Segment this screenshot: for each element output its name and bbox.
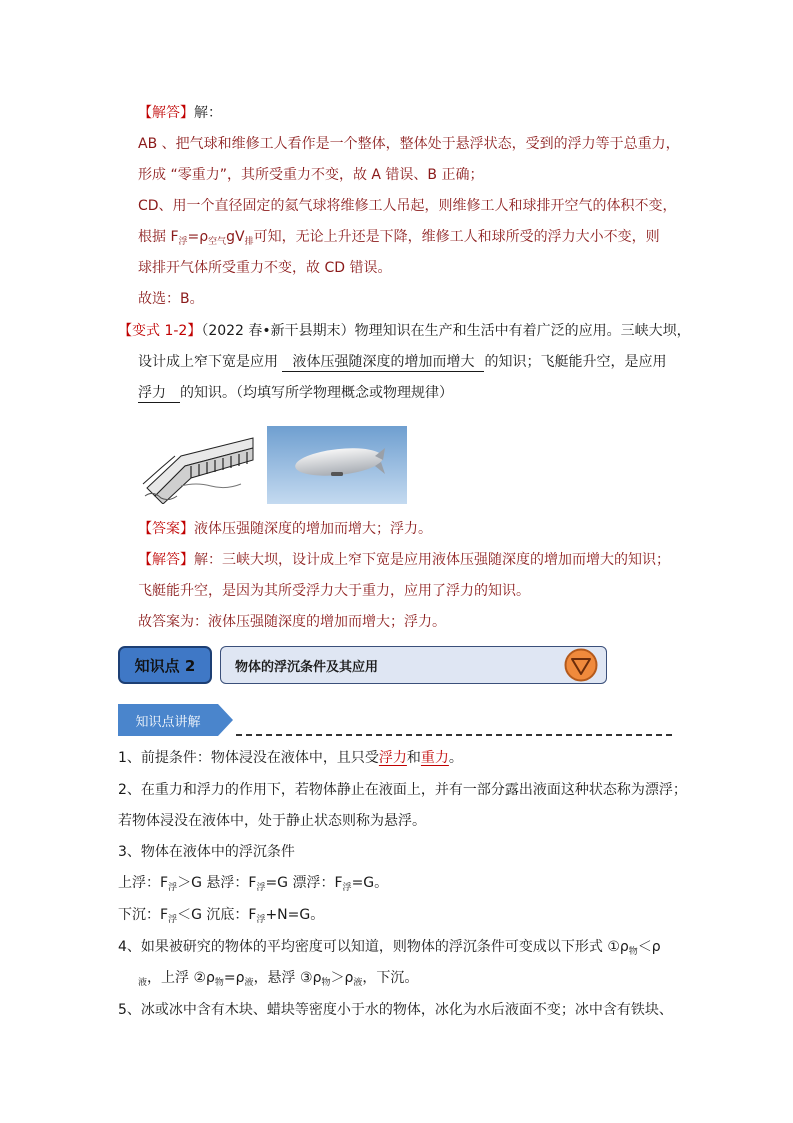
answer-line: [138, 519, 432, 539]
section-label-text: 知识点讲解: [135, 714, 201, 730]
subscript: 空气: [208, 237, 227, 247]
solution-ab-line2: 形成 “零重力”，其所受重力不变，故 A 错误、B 正确；: [138, 167, 484, 183]
text-run: 4、如果被研究的物体的平均密度可以知道，则物体的浮沉条件可变成以下形式 ①ρ: [118, 939, 629, 955]
point-5: 5、冰或冰中含有木块、蜡块等密度小于水的物体，冰化为水后液面不变；冰中含有铁块、: [118, 1002, 673, 1018]
dam-illustration: [141, 426, 259, 504]
answer-text: 液体压强随深度的增加而增大；浮力。: [194, 521, 432, 537]
text-run: 。: [448, 750, 463, 766]
text-run: =ρ: [223, 970, 245, 986]
variant-text: 设计成上窄下宽是应用: [138, 354, 278, 370]
point-2-line2: 若物体浸没在液体中，处于静止状态则称为悬浮。: [118, 813, 426, 829]
text-run: ，悬浮 ③ρ: [253, 970, 322, 986]
text-run: ＞ρ: [330, 970, 354, 986]
chevron-down-icon: [564, 648, 598, 682]
term-gravity: 重力: [420, 750, 449, 766]
answer-blank-1: 液体压强随深度的增加而增大: [282, 353, 484, 372]
solution2-text: 解：三峡大坝，设计成上窄下宽是应用液体压强随深度的增加而增大的知识；: [194, 552, 670, 568]
variant-text: 的知识；飞艇能升空，是应用: [484, 354, 667, 370]
text-run: ＜ρ: [637, 939, 661, 955]
variant-tag: 【变式 1-2】: [118, 323, 202, 339]
airship-photo: [267, 426, 407, 504]
solution2-tag: 【解答】: [138, 552, 194, 568]
text-run: ＜G 沉底：F: [177, 907, 257, 923]
subscript: 浮: [168, 883, 178, 893]
text-run: 下沉：F: [118, 907, 169, 923]
subscript: 浮: [256, 915, 266, 925]
answer-blank-2: 浮力: [138, 384, 180, 403]
subscript: 液: [353, 978, 363, 988]
point-3: 3、物体在液体中的浮沉条件: [118, 844, 295, 860]
subscript: 浮: [168, 915, 178, 925]
section-divider: [236, 734, 672, 736]
text-run: ，下沉。: [362, 970, 419, 986]
solution2-line1: [138, 550, 670, 570]
subscript: 浮: [342, 883, 352, 893]
subscript: 液: [138, 978, 148, 988]
text-run: 可知，无论上升还是下降，维修工人和球所受的浮力大小不变，则: [253, 229, 660, 245]
text-run: 上浮：F: [118, 875, 169, 891]
text-run: 1、前提条件：物体浸没在液体中，且只受: [118, 750, 379, 766]
subscript: 物: [321, 978, 331, 988]
variant-line3: [138, 383, 453, 403]
variant-text: 的知识。（均填写所学物理概念或物理规律）: [180, 385, 453, 401]
solution-cd-line3: 球排开气体所受重力不变，故 CD 错误。: [138, 260, 392, 276]
point-4-line1: [118, 937, 661, 962]
subscript: 浮: [178, 237, 188, 247]
point-1: [118, 748, 463, 768]
solution-ab-line1: AB 、把气球和维修工人看作是一个整体，整体处于悬浮状态，受到的浮力等于总重力，: [138, 136, 680, 152]
text-run: =G 漂浮：F: [265, 875, 343, 891]
variant-line2: [138, 352, 666, 372]
text-run: =G。: [351, 875, 389, 891]
subscript: 物: [628, 947, 638, 957]
knowledge-point-title: [220, 646, 607, 684]
term-buoyancy: 浮力: [378, 750, 407, 766]
solution-header: [138, 103, 222, 123]
solution2-line3: 故答案为：液体压强随深度的增加而增大；浮力。: [138, 614, 446, 630]
knowledge-point-badge: 知识点 2: [118, 646, 212, 684]
condition-rise: [118, 873, 388, 898]
subscript: 排: [244, 237, 254, 247]
subscript: 物: [214, 978, 224, 988]
text-run: 和: [406, 750, 421, 766]
condition-sink: [118, 905, 324, 930]
text-run: gV: [226, 229, 245, 245]
subscript: 液: [244, 978, 254, 988]
solution-choice: 故选：B。: [138, 291, 204, 307]
text-run: 根据 F: [138, 229, 179, 245]
solution-tag-suffix: 解：: [194, 105, 222, 121]
subscript: 浮: [256, 883, 266, 893]
solution-cd-line2: [138, 227, 660, 252]
text-run: ＞G 悬浮：F: [177, 875, 257, 891]
variant-text: （2022 春•新干县期末）物理知识在生产和生活中有着广泛的应用。三峡大坝，: [201, 323, 691, 339]
text-run: =ρ: [187, 229, 209, 245]
point-2-line1: 2、在重力和浮力的作用下，若物体静止在液面上，并有一部分露出液面这种状态称为漂浮；: [118, 782, 687, 798]
point-4-line2: [138, 968, 418, 993]
answer-tag: 【答案】: [138, 521, 194, 537]
variant-line1: [118, 321, 691, 341]
knowledge-point-title-text: 物体的浮沉条件及其应用: [235, 659, 379, 675]
solution-tag: 【解答】: [138, 105, 194, 121]
text-run: +N=G。: [265, 907, 325, 923]
solution2-line2: 飞艇能升空，是因为其所受浮力大于重力，应用了浮力的知识。: [138, 583, 530, 599]
text-run: ，上浮 ②ρ: [147, 970, 215, 986]
solution-cd-line1: CD、用一个直径固定的氦气球将维修工人吊起，则维修工人和球排开空气的体积不变，: [138, 198, 677, 214]
